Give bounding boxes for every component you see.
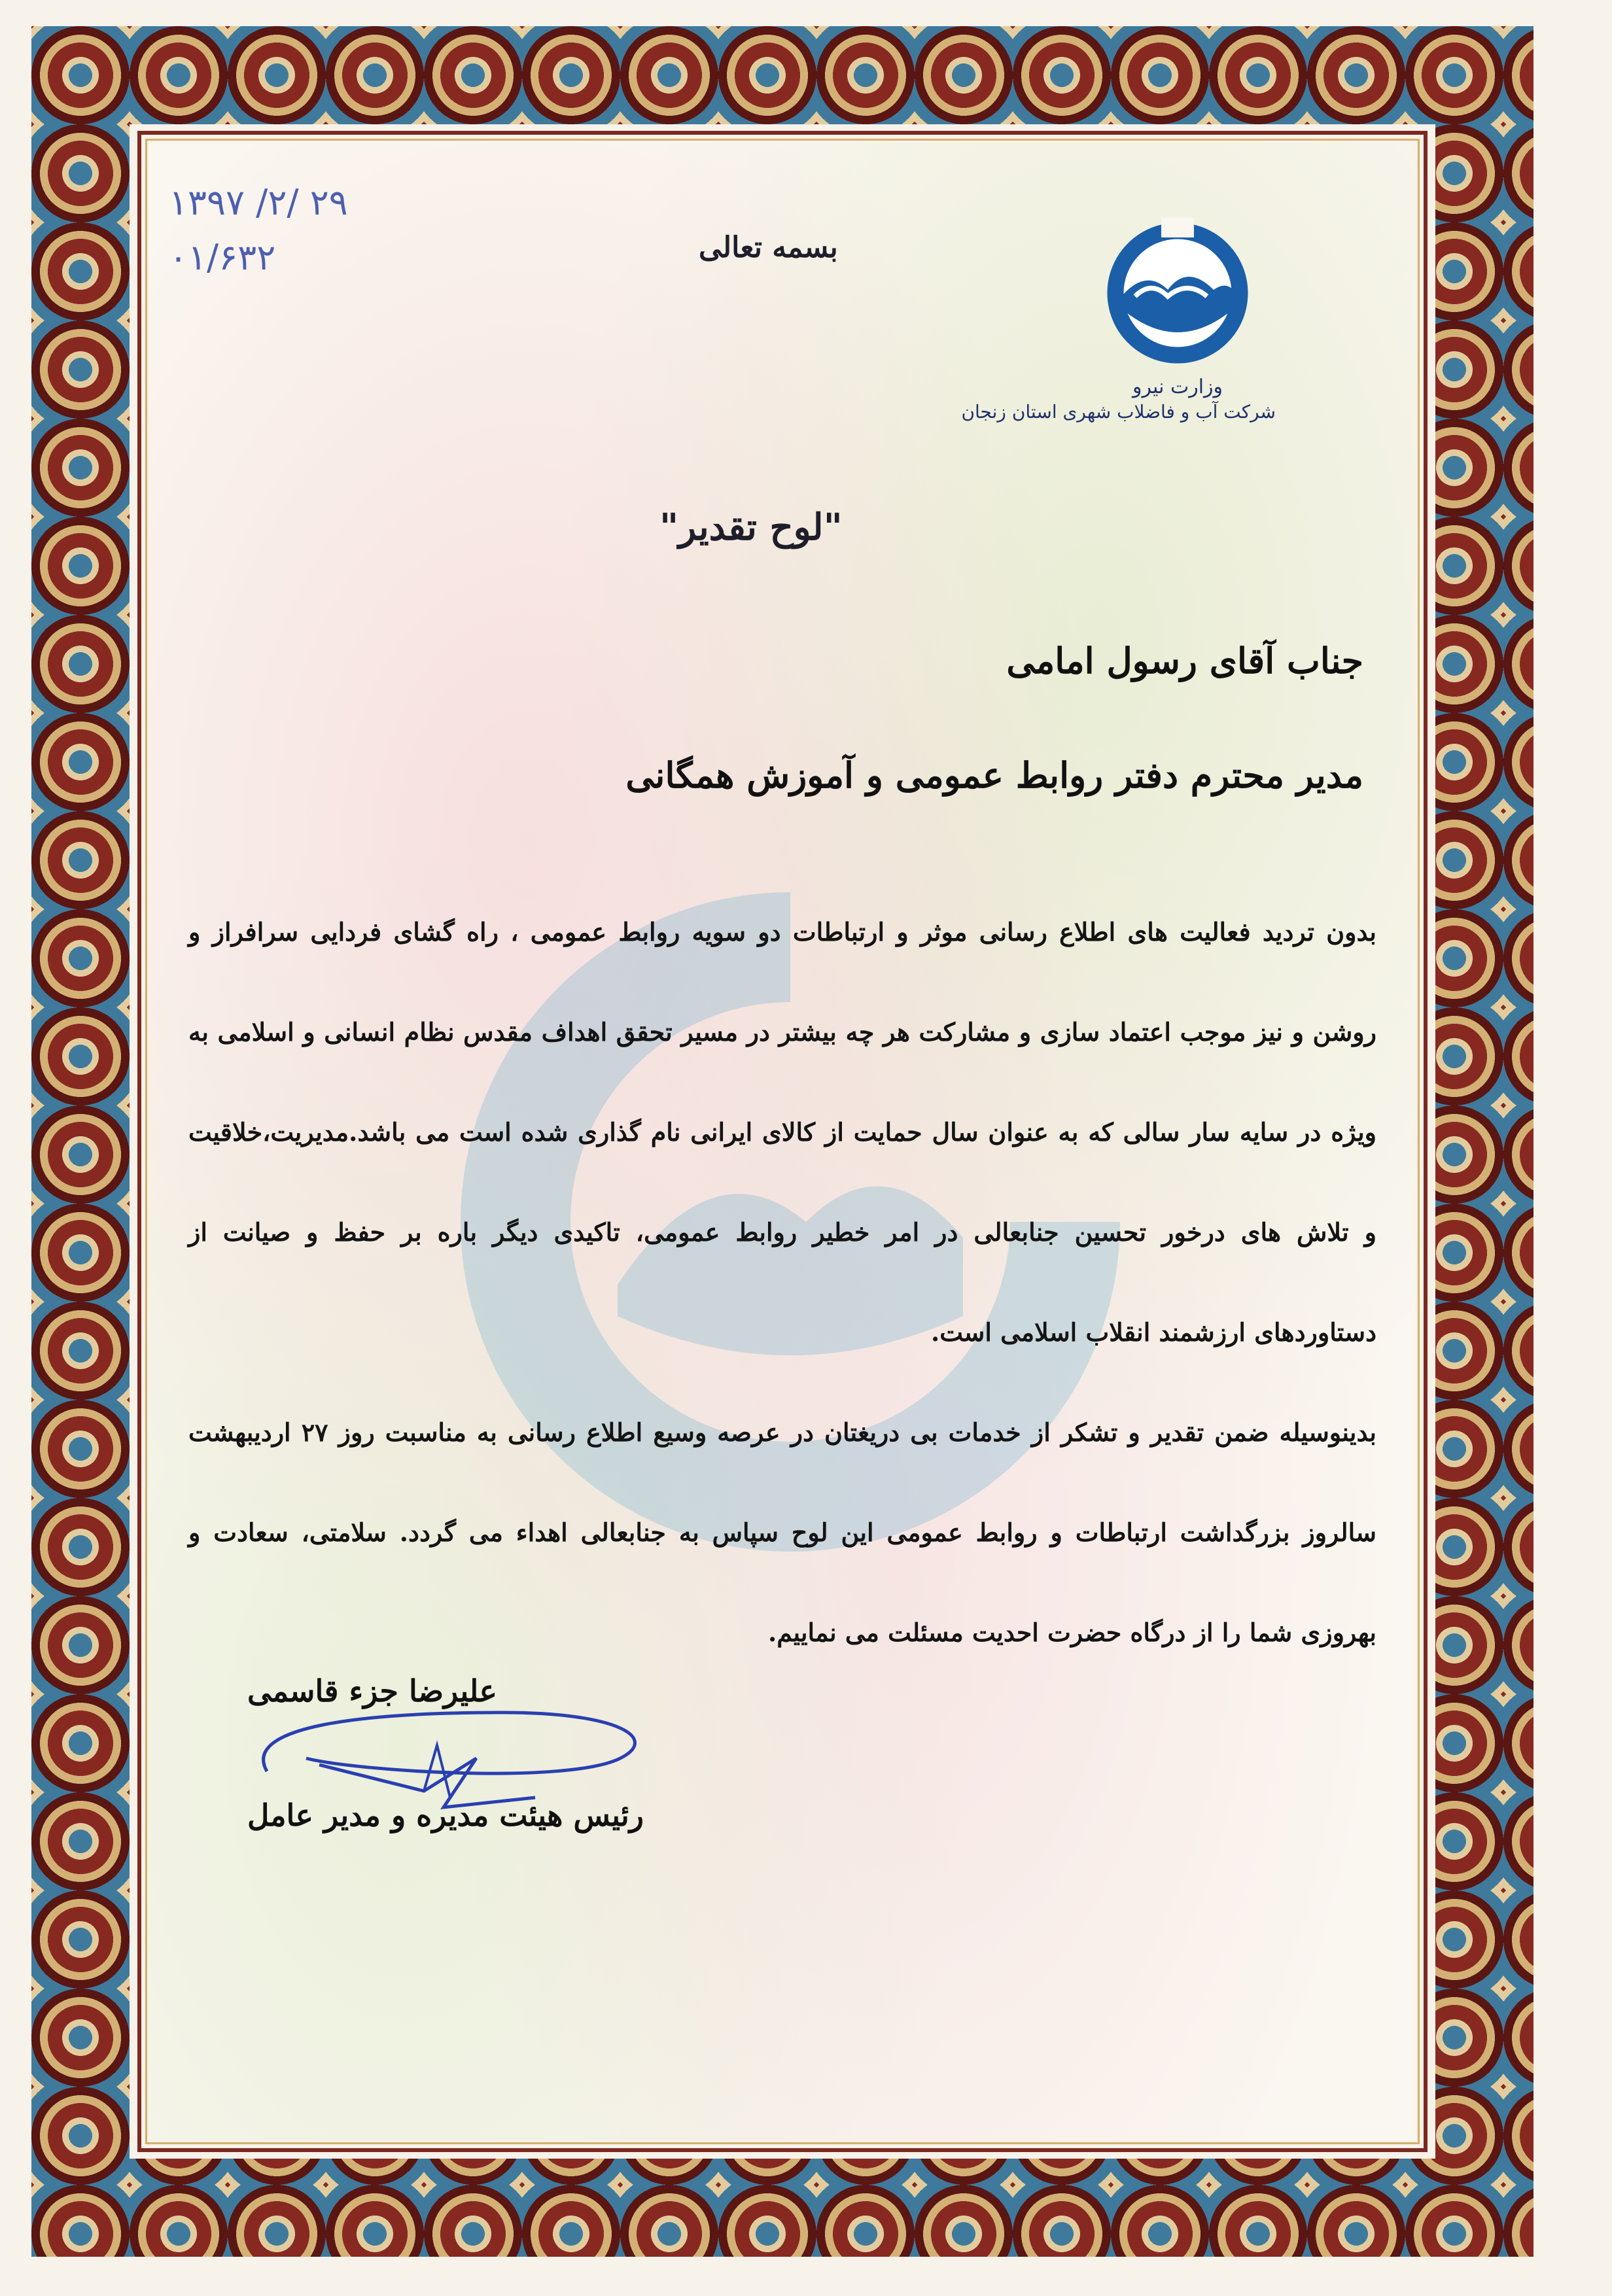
bismillah-heading: بسمه تعالی xyxy=(699,231,838,264)
certificate-title: "لوح تقدیر" xyxy=(659,506,843,549)
company-logo-block xyxy=(961,208,1276,423)
registration-stamp xyxy=(169,175,348,285)
paper-area xyxy=(149,143,1416,2140)
company-name: شرکت آب و فاضلاب شهری استان زنجان xyxy=(961,401,1276,423)
certificate-body xyxy=(188,882,1376,1682)
signatory-title: رئیس هیئت مدیره و مدیر عامل xyxy=(247,1798,644,1833)
recipient-name: جناب آقای رسول امامی xyxy=(1006,640,1363,682)
stamp-date: ۱۳۹۷ /۲/ ۲۹ xyxy=(169,182,348,223)
body-paragraph-1: بدون تردید فعالیت های اطلاع رسانی موثر و ارتباطات دو سویه روابط عمومی ، راه گشای فردایی سرافراز و روشن و نیز موجب اعتماد سازی و مشارکت هر چه بیشتر در مسیر تحقق اهداف مقدس نظام انسانی و اسلامی به ویژه در سایه سار سالی که به عنوان سال حمایت از کالای ایرانی نام گذاری شده است می باشد.مدیریت،خلاقیت و تلاش های درخور تحسین جنابعالی در امر خطیر روابط عمومی، تاکیدی دیگر باره بر حفظ و صیانت از دستاوردهای ارزشمند انقلاب اسلامی است. xyxy=(188,917,1376,1347)
signatory-name: علیرضا جزء قاسمی xyxy=(247,1673,497,1709)
ministry-name: وزارت نیرو xyxy=(1132,375,1223,398)
body-paragraph-2: بدینوسیله ضمن تقدیر و تشکر از خدمات بی دریغتان در عرصه وسیع اطلاع رسانی به مناسبت روز ۲۷ اردیبهشت سالروز بزرگداشت ارتباطات و روابط عمومی این لوح سپاس به جنابعالی اهداء می گردد. سلامتی، سعادت و بهروزی شما را از درگاه حضرت احدیت مسئلت می نماییم. xyxy=(188,1418,1376,1647)
stamp-number: ۰۱/۶۳۲ xyxy=(169,237,276,278)
water-company-logo-icon xyxy=(1096,208,1259,372)
recipient-position: مدیر محترم دفتر روابط عمومی و آموزش همگانی xyxy=(625,754,1363,796)
